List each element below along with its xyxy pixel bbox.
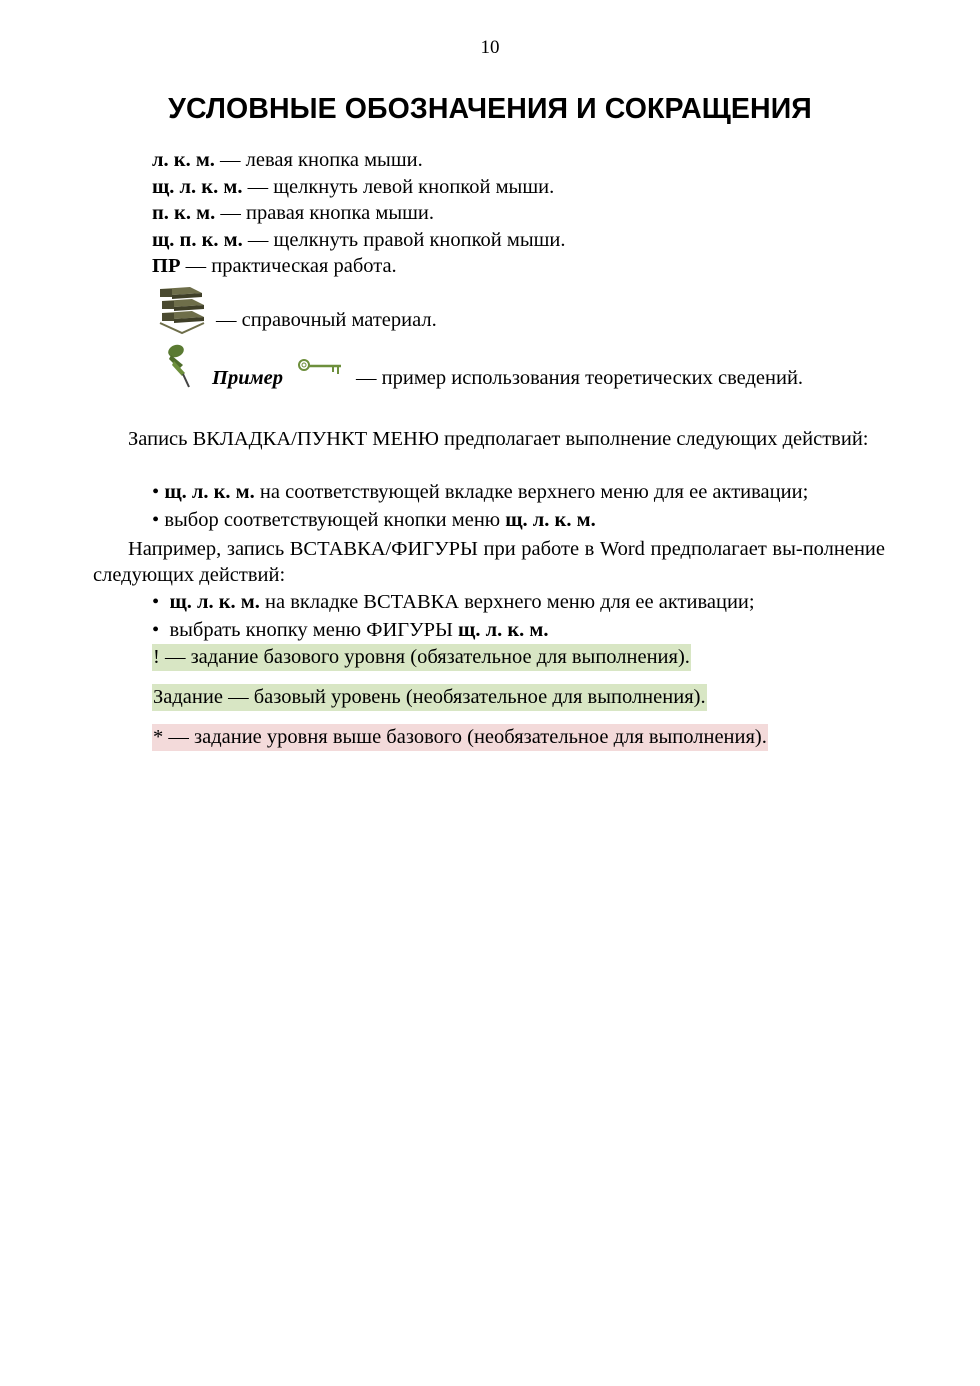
legend-base-required: ! — задание базового уровня (обязательное для выполнения).: [152, 644, 691, 671]
example-label: Пример: [212, 367, 283, 389]
key-icon: [297, 358, 345, 382]
page-title: УСЛОВНЫЕ ОБОЗНАЧЕНИЯ И СОКРАЩЕНИЯ: [168, 93, 812, 125]
list-item: • выбрать кнопку меню ФИГУРЫ щ. л. к. м.: [152, 619, 549, 641]
list-item: • щ. л. к. м. на соответствующей вкладке верхнего меню для ее активации;: [152, 481, 809, 503]
list-item: • выбор соответствующей кнопки меню щ. л. к. м.: [152, 509, 596, 531]
legend-advanced: * — задание уровня выше базового (необязательное для выполнения).: [152, 724, 768, 751]
abbr-pr: ПР — практическая работа.: [152, 255, 397, 277]
list-item: • щ. л. к. м. на вкладке ВСТАВКА верхнего меню для ее активации;: [152, 591, 755, 613]
legend-base-optional: Задание — базовый уровень (необязательное для выполнения).: [152, 684, 707, 711]
books-icon: [156, 283, 208, 335]
paragraph-menu-notation: Запись ВКЛАДКА/ПУНКТ МЕНЮ предполагает выполнение следующих действий:: [128, 428, 869, 450]
abbr-pkm: п. к. м. — правая кнопка мыши.: [152, 202, 435, 224]
paragraph-example: Например, запись ВСТАВКА/ФИГУРЫ при работе в Word предполагает вы-полнение следующих действий:: [93, 538, 885, 586]
example-description: — пример использования теоретических сведений.: [356, 367, 804, 389]
page-number: 10: [480, 37, 500, 58]
abbr-shchpkm: щ. п. к. м. — щелкнуть правой кнопкой мыши.: [152, 229, 566, 251]
pushpin-icon: [165, 343, 195, 389]
abbr-lkm: л. к. м. — левая кнопка мыши.: [152, 149, 423, 171]
reference-description: — справочный материал.: [216, 309, 437, 331]
abbr-shchlkm: щ. л. к. м. — щелкнуть левой кнопкой мыши.: [152, 176, 555, 198]
